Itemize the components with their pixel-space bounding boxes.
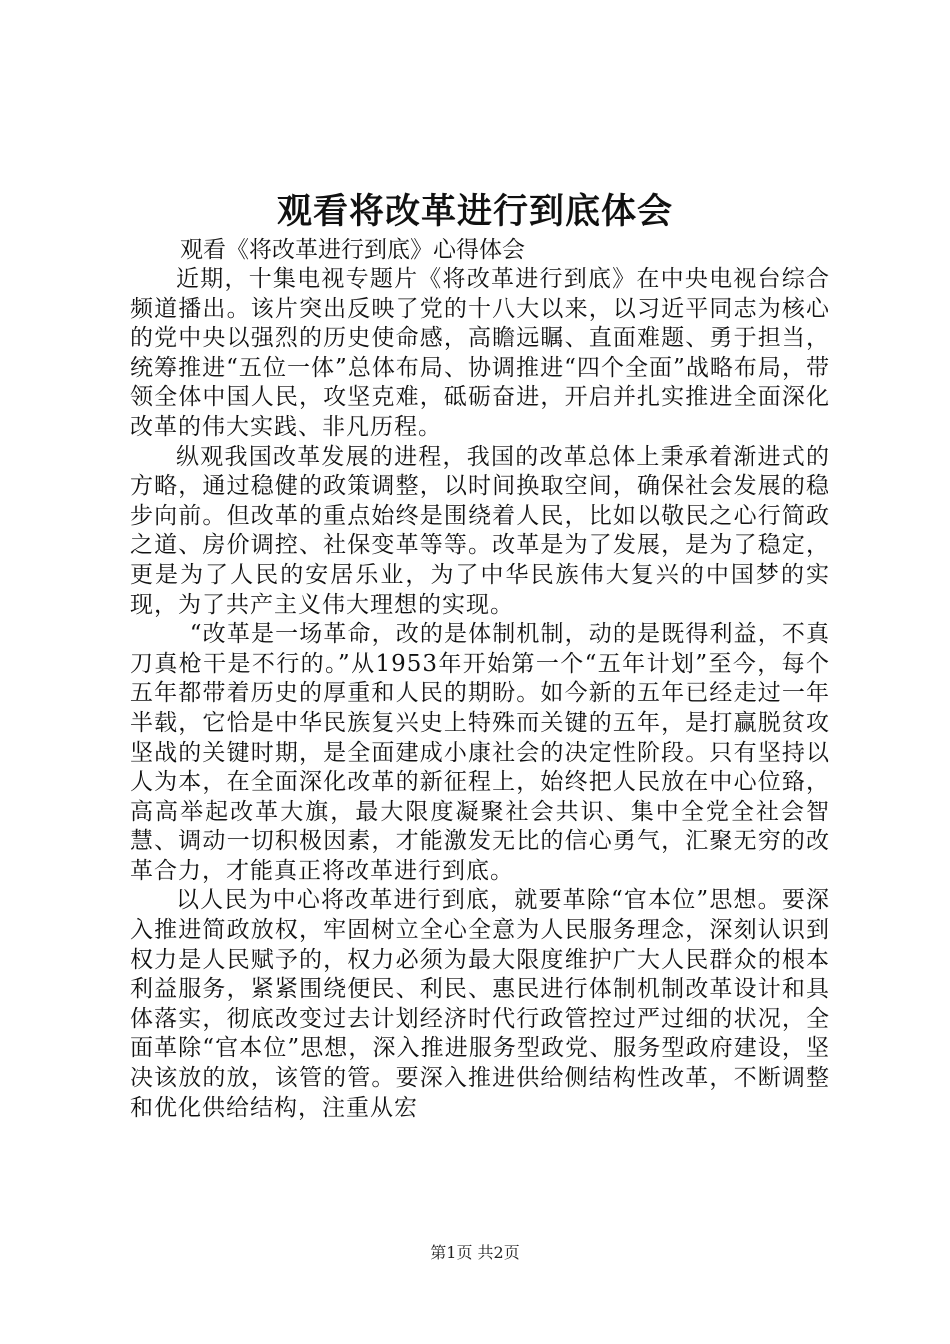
document-subtitle: 观看《将改革进行到底》心得体会 <box>180 237 525 263</box>
paragraph-2: 纵观我国改革发展的进程，我国的改革总体上秉承着渐进式的方略，通过稳健的政策调整，以时间换取空间，确保社会发展的稳步向前。但改革的重点始终是围绕着人民，比如以敬民之心行简政之道、房价调控、社保变革等等。改革是为了发展，是为了稳定，更是为了人民的安居乐业，为了中华民族伟大复兴的中国梦的实现，为了共产主义伟大理想的实现。 <box>130 443 830 618</box>
page-indicator: 第1页 共2页 <box>430 1243 520 1262</box>
document-body <box>130 236 830 1123</box>
document-title: 观看将改革进行到底体会 <box>276 191 673 232</box>
paragraph-4: 以人民为中心将改革进行到底，就要革除“官本位”思想。要深入推进简政放权，牢固树立全心全意为人民服务理念，深刻认识到权力是人民赋予的，权力必须为最大限度维护广大人民群众的根本利益服务，紧紧围绕便民、利民、惠民进行体制机制改革设计和具体落实，彻底改变过去计划经济时代行政管控过严过细的状况，全面革除“官本位”思想，深入推进服务型政党、服务型政府建设，坚决该放的放，该管的管。要深入推进供给侧结构性改革，不断调整和优化供给结构，注重从宏 <box>130 887 830 1121</box>
paragraph-3: “改革是一场革命，改的是体制机制，动的是既得利益，不真刀真枪干是不行的。”从1953年开始第一个“五年计划”至今，每个五年都带着历史的厚重和人民的期盼。如今新的五年已经走过一年半载，它恰是中华民族复兴史上特殊而关键的五年，是打赢脱贫攻坚战的关键时期，是全面建成小康社会的决定性阶段。只有坚持以人为本，在全面深化改革的新征程上，始终把人民放在中心位臵，高高举起改革大旗，最大限度凝聚社会共识、集中全党全社会智慧、调动一切积极因素，才能激发无比的信心勇气，汇聚无穷的改革合力，才能真正将改革进行到底。 <box>130 621 830 884</box>
paragraph-1: 近期，十集电视专题片《将改革进行到底》在中央电视台综合频道播出。该片突出反映了党的十八大以来，以习近平同志为核心的党中央以强烈的历史使命感，高瞻远瞩、直面难题、勇于担当，统筹推进“五位一体”总体布局、协调推进“四个全面”战略布局，带领全体中国人民，攻坚克难，砥砺奋进，开启并扎实推进全面深化改革的伟大实践、非凡历程。 <box>130 266 830 440</box>
